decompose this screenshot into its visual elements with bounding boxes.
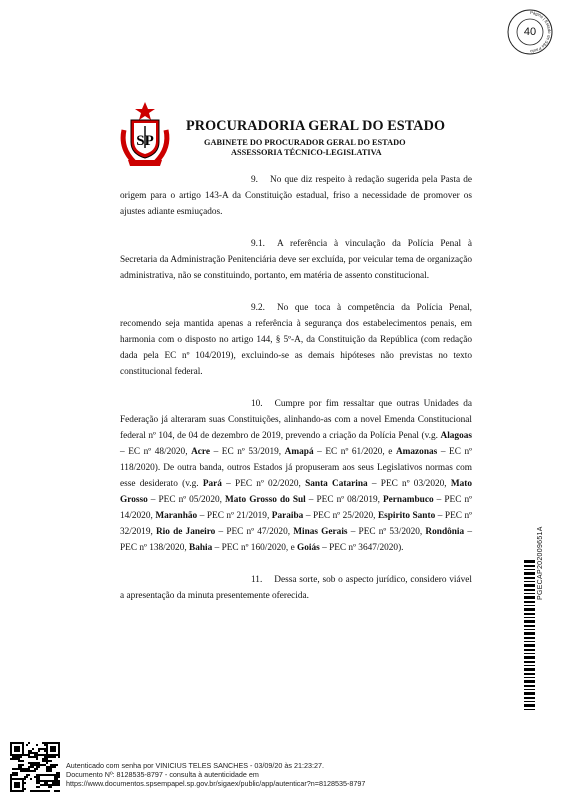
qr-code [10, 742, 60, 792]
office-subtitle: GABINETE DO PROCURADOR GERAL DO ESTADO [204, 138, 406, 147]
paragraph-text-segment: Cumpre por fim ressaltar que outras Unidades da Federação já alteraram suas Constituições, alinhando-as com a novel Emenda Constitucional federal nº 104, de 04 de dezembro de 2019, prevendo a criação da Polícia Penal (v.g. [120, 399, 472, 441]
paragraph-text-segment: – PEC nº 47/2020, [215, 527, 294, 537]
state-name: Maranhão [155, 511, 198, 521]
paragraph-11 [120, 572, 472, 604]
paragraph-text-segment: – PEC nº 05/2020, [147, 495, 225, 505]
paragraph-text-segment: – PEC nº 08/2019, [305, 495, 383, 505]
authentication-footer [66, 761, 546, 788]
paragraph-text-segment: – EC nº 53/2019, [210, 447, 285, 457]
document-body [120, 172, 472, 620]
state-name: Paraiba [271, 511, 304, 521]
paragraph-text: Dessa sorte, sob o aspecto jurídico, considero viável a apresentação da minuta presentemente oferecida. [120, 575, 472, 601]
qr-code-icon [10, 742, 60, 792]
crest-letters: SP [136, 133, 154, 149]
state-name: Mato Grosso [120, 479, 472, 505]
state-name: Pernambuco [383, 495, 434, 505]
paragraph-text-segment: – PEC nº 02/2020, [221, 479, 306, 489]
department-subtitle: ASSESSORIA TÉCNICO-LEGISLATIVA [231, 148, 382, 157]
state-name: Minas Gerais [293, 527, 348, 537]
state-name: Goiás [297, 543, 320, 553]
paragraph-number: 9.1. [251, 239, 265, 249]
letterhead [186, 118, 486, 157]
paragraph-text-segment: – PEC nº 14/2020, [120, 495, 472, 521]
paragraph-text-segment: – PEC nº 53/2020, [347, 527, 426, 537]
state-name: Rondônia [425, 527, 465, 537]
paragraph-number: 10. [251, 399, 263, 409]
paragraph-number: 11. [251, 575, 263, 585]
paragraph-text: No que diz respeito à redação sugerida pela Pasta de origem para o artigo 143-A da Constituição estadual, friso a necessidade de promover os ajustes adiante esmiuçados. [120, 175, 472, 217]
paragraph-text-segment: – PEC nº 3647/2020). [319, 543, 404, 553]
paragraph-text-segment: – PEC nº 138/2020, [120, 527, 472, 553]
paragraph-10 [120, 396, 472, 556]
state-name: Alagoas [440, 431, 472, 441]
footer-document-line: Documento Nº: 8128535-8797 - consulta à autenticidade em [66, 770, 259, 779]
paragraph-text: A referência à vinculação da Polícia Penal à Secretaria da Administração Penitenciária deve ser excluída, por veicular tema de organização administrativa, não se constituindo, portanto, em matéria de assento constitucional. [120, 239, 472, 281]
state-name: Mato Grosso do Sul [224, 495, 306, 505]
state-name: Amazonas [395, 447, 438, 457]
paragraph-text-segment: – EC nº 118/2020). De outra banda, outros Estados já propuseram aos seus Legislativos normas com esse desiderato (v.g. [120, 447, 472, 489]
paragraph-9-2 [120, 300, 472, 380]
paragraph-text-segment: – PEC nº 25/2020, [303, 511, 378, 521]
coat-of-arms-icon [116, 100, 174, 170]
agency-title: PROCURADORIA GERAL DO ESTADO [186, 118, 446, 134]
paragraph-number: 9. [251, 175, 258, 185]
paragraph-text-segment: – PEC nº 160/2020, e [212, 543, 298, 553]
stamp-ring-text: Página | Estado de São Paulo [529, 9, 552, 55]
state-name: Espirito Santo [377, 511, 436, 521]
footer-url-line: https://www.documentos.spsempapel.sp.gov.br/sigaex/public/app/autenticar?n=8128535-8797 [66, 779, 366, 788]
paragraph-text-segment: – PEC nº 21/2019, [197, 511, 272, 521]
paragraph-text-segment: – EC nº 61/2020, e [313, 447, 396, 457]
state-name: Rio de Janeiro [155, 527, 216, 537]
state-name: Amapá [284, 447, 314, 457]
state-crest-logo [116, 100, 174, 170]
paragraph-text-segment: – PEC nº 32/2019, [120, 511, 473, 537]
page-number: 40 [523, 26, 537, 38]
state-name: Acre [191, 447, 211, 457]
page-stamp [506, 8, 554, 56]
state-name: Santa Catarina [305, 479, 368, 489]
paragraph-text [120, 399, 472, 553]
paragraph-number: 9.2. [251, 303, 265, 313]
paragraph-text: No que toca à competência da Polícia Penal, recomendo seja mantida apenas a referência à segurança dos estabelecimentos penais, em harmonia com o disposto no artigo 144, § 5º-A, da Constituição da República (com redação dada pela EC nº 104/2019), excluindo-se as demais hipóteses não previstas no texto constitucional federal. [120, 303, 472, 377]
state-name: Bahia [189, 543, 213, 553]
paragraph-text-segment: – PEC nº 03/2020, [367, 479, 451, 489]
barcode-text: PGECAP202009651A [537, 526, 544, 600]
paragraph-9 [120, 172, 472, 220]
paragraph-9-1 [120, 236, 472, 284]
paragraph-text-segment: – EC nº 48/2020, [120, 447, 192, 457]
state-name: Pará [202, 479, 222, 489]
footer-auth-line: Autenticado com senha por VINICIUS TELES SANCHES - 03/09/20 às 21:23:27. [66, 761, 324, 770]
